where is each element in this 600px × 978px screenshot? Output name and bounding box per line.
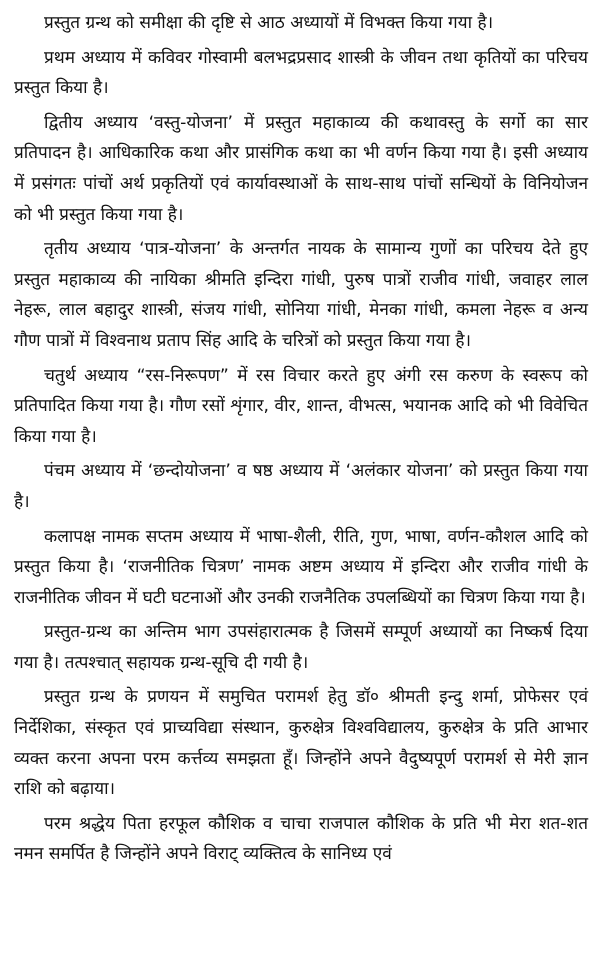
paragraph-9: प्रस्तुत ग्रन्थ के प्रणयन में समुचित परामर्श हेतु डॉ० श्रीमती इन्दु शर्मा, प्रोफेसर एवं निर्देशिका, संस्कृत एवं प्राच्यविद्या संस्थान, कुरुक्षेत्र विश्वविद्यालय, कुरुक्षेत्र के प्रति आभार व्यक्त करना अपना परम कर्त्तव्य समझता हूँ। जिन्होंने अपने वैदुष्यपूर्ण परामर्श से मेरी ज्ञान राशि को बढ़ाया।: [14, 687, 588, 800]
paragraph-2: प्रथम अध्याय में कविवर गोस्वामी बलभद्रप्रसाद शास्त्री के जीवन तथा कृतियों का परिचय प्रस्तुत किया है।: [14, 47, 588, 99]
paragraph-1: प्रस्तुत ग्रन्थ को समीक्षा की दृष्टि से आठ अध्यायों में विभक्त किया गया है।: [44, 13, 494, 33]
paragraph-3: द्वितीय अध्याय ‘वस्तु-योजना’ में प्रस्तुत महाकाव्य की कथावस्तु के सर्गो का सार प्रतिपादन है। आधिकारिक कथा और प्रासंगिक कथा का भी वर्णन किया गया है। इसी अध्याय में प्रसंगतः पांचों अर्थ प्रकृतियों एवं कार्यावस्थाओं के साथ-साथ पांचों सन्धियों के विनियोजन को भी प्रस्तुत किया गया है।: [14, 112, 588, 225]
paragraph-8: प्रस्तुत-ग्रन्थ का अन्तिम भाग उपसंहारात्मक है जिसमें सम्पूर्ण अध्यायों का निष्कर्ष दिया गया है। तत्पश्चात् सहायक ग्रन्थ-सूचि दी गयी है।: [14, 622, 588, 673]
paragraph-5: चतुर्थ अध्याय “रस-निरूपण” में रस विचार करते हुए अंगी रस करुण के स्वरूप को प्रतिपादित किया गया है। गौण रसों शृंगार, वीर, शान्त, वीभत्स, भयानक आदि को भी विवेचित किया गया है।: [14, 365, 588, 447]
paragraph-7: कलापक्ष नामक सप्तम अध्याय में भाषा-शैली, रीति, गुण, भाषा, वर्णन-कौशल आदि को प्रस्तुत किया है। ‘राजनीतिक चित्रण’ नामक अष्टम अध्याय में इन्दिरा और राजीव गांधी के राजनीतिक जीवन में घटी घटनाओं और उनकी राजनैतिक उपलब्धियों का चित्रण किया गया है।: [14, 526, 588, 608]
paragraph-4: तृतीय अध्याय ‘पात्र-योजना’ के अन्तर्गत नायक के सामान्य गुणों का परिचय देते हुए प्रस्तुत महाकाव्य की नायिका श्रीमति इन्दिरा गांधी, पुरुष पात्रों राजीव गांधी, जवाहर लाल नेहरू, लाल बहादुर शास्त्री, संजय गांधी, सोनिया गांधी, मेनका गांधी, कमला नेहरू व अन्य गौण पात्रों में विश्वनाथ प्रताप सिंह आदि के चरित्रों को प्रस्तुत किया गया है।: [14, 239, 588, 351]
paragraph-10: परम श्रद्धेय पिता हरफूल कौशिक व चाचा राजपाल कौशिक के प्रति भी मेरा शत-शत नमन समर्पित है जिन्होंने अपने विराट् व्यक्तित्व के सानिध्य एवं: [14, 813, 588, 865]
paragraph-6: पंचम अध्याय में ‘छन्दोयोजना’ व षष्ठ अध्याय में ‘अलंकार योजना’ को प्रस्तुत किया गया है।: [14, 461, 588, 512]
